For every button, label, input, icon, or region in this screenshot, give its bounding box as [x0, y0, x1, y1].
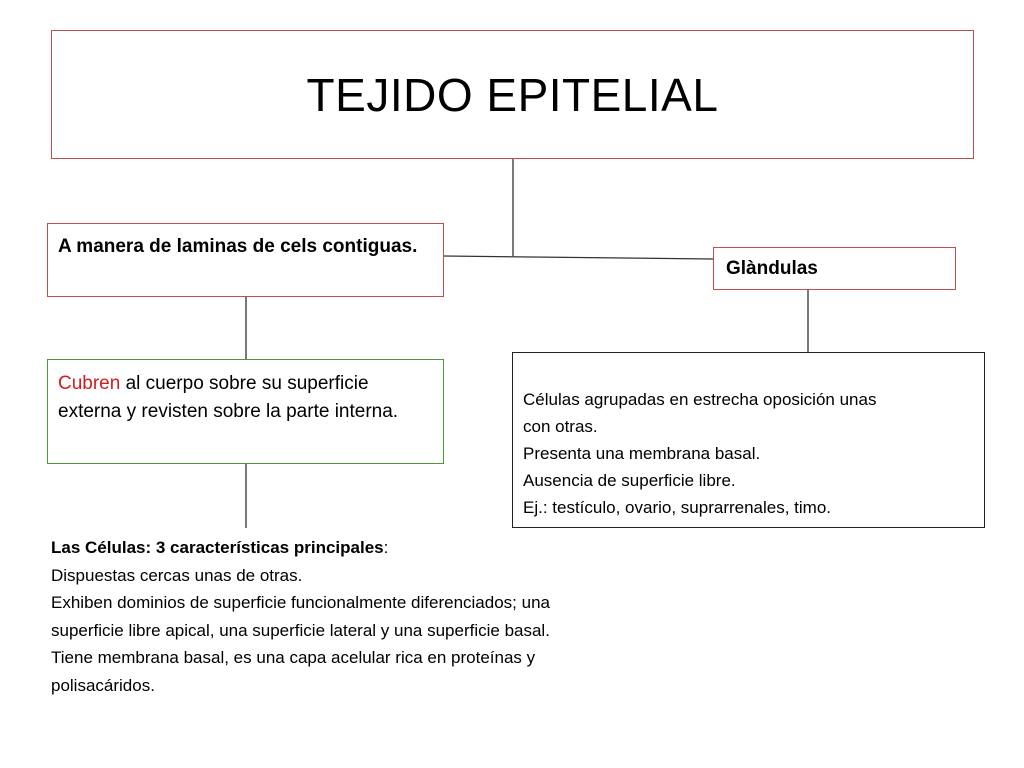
- caracteristicas-line: Dispuestas cercas unas de otras.: [51, 565, 303, 585]
- caracteristicas-heading-row: [51, 534, 711, 562]
- caracteristicas-text: [51, 534, 711, 699]
- caracteristicas-line: polisacáridos.: [51, 675, 155, 695]
- caracteristicas-heading: Las Células: 3 características principales: [51, 538, 384, 557]
- cubren-box: [47, 359, 444, 464]
- caracteristicas-line: superficie libre apical, una superficie lateral y una superficie basal.: [51, 620, 550, 640]
- connector-laminas-glandulas: [444, 256, 713, 259]
- diagram-title: TEJIDO EPITELIAL: [306, 68, 719, 121]
- caracteristicas-line: Tiene membrana basal, es una capa acelular rica en proteínas y: [51, 648, 536, 667]
- laminas-text: A manera de laminas de cels contiguas.: [58, 236, 418, 257]
- glandulas-detail-box: [512, 352, 985, 528]
- cubren-text: al cuerpo sobre su superficie externa y revisten sobre la parte interna.: [58, 373, 399, 422]
- title-box: [51, 30, 974, 159]
- caracteristicas-line: Exhiben dominios de superficie funcionalmente diferenciados; una: [51, 593, 550, 612]
- glandulas-detail-line: Células agrupadas en estrecha oposición unas: [523, 390, 877, 409]
- laminas-box: [47, 223, 444, 297]
- glandulas-detail-line: con otras.: [523, 417, 598, 436]
- caracteristicas-heading-suffix: :: [383, 538, 389, 557]
- glandulas-detail-line: Ej.: testículo, ovario, suprarrenales, timo.: [523, 498, 832, 517]
- cubren-highlight: Cubren: [58, 373, 121, 394]
- glandulas-detail-line: Ausencia de superficie libre.: [523, 471, 736, 490]
- glandulas-text: Glàndulas: [726, 258, 818, 279]
- glandulas-box: [713, 247, 956, 290]
- glandulas-detail-line: Presenta una membrana basal.: [523, 444, 761, 463]
